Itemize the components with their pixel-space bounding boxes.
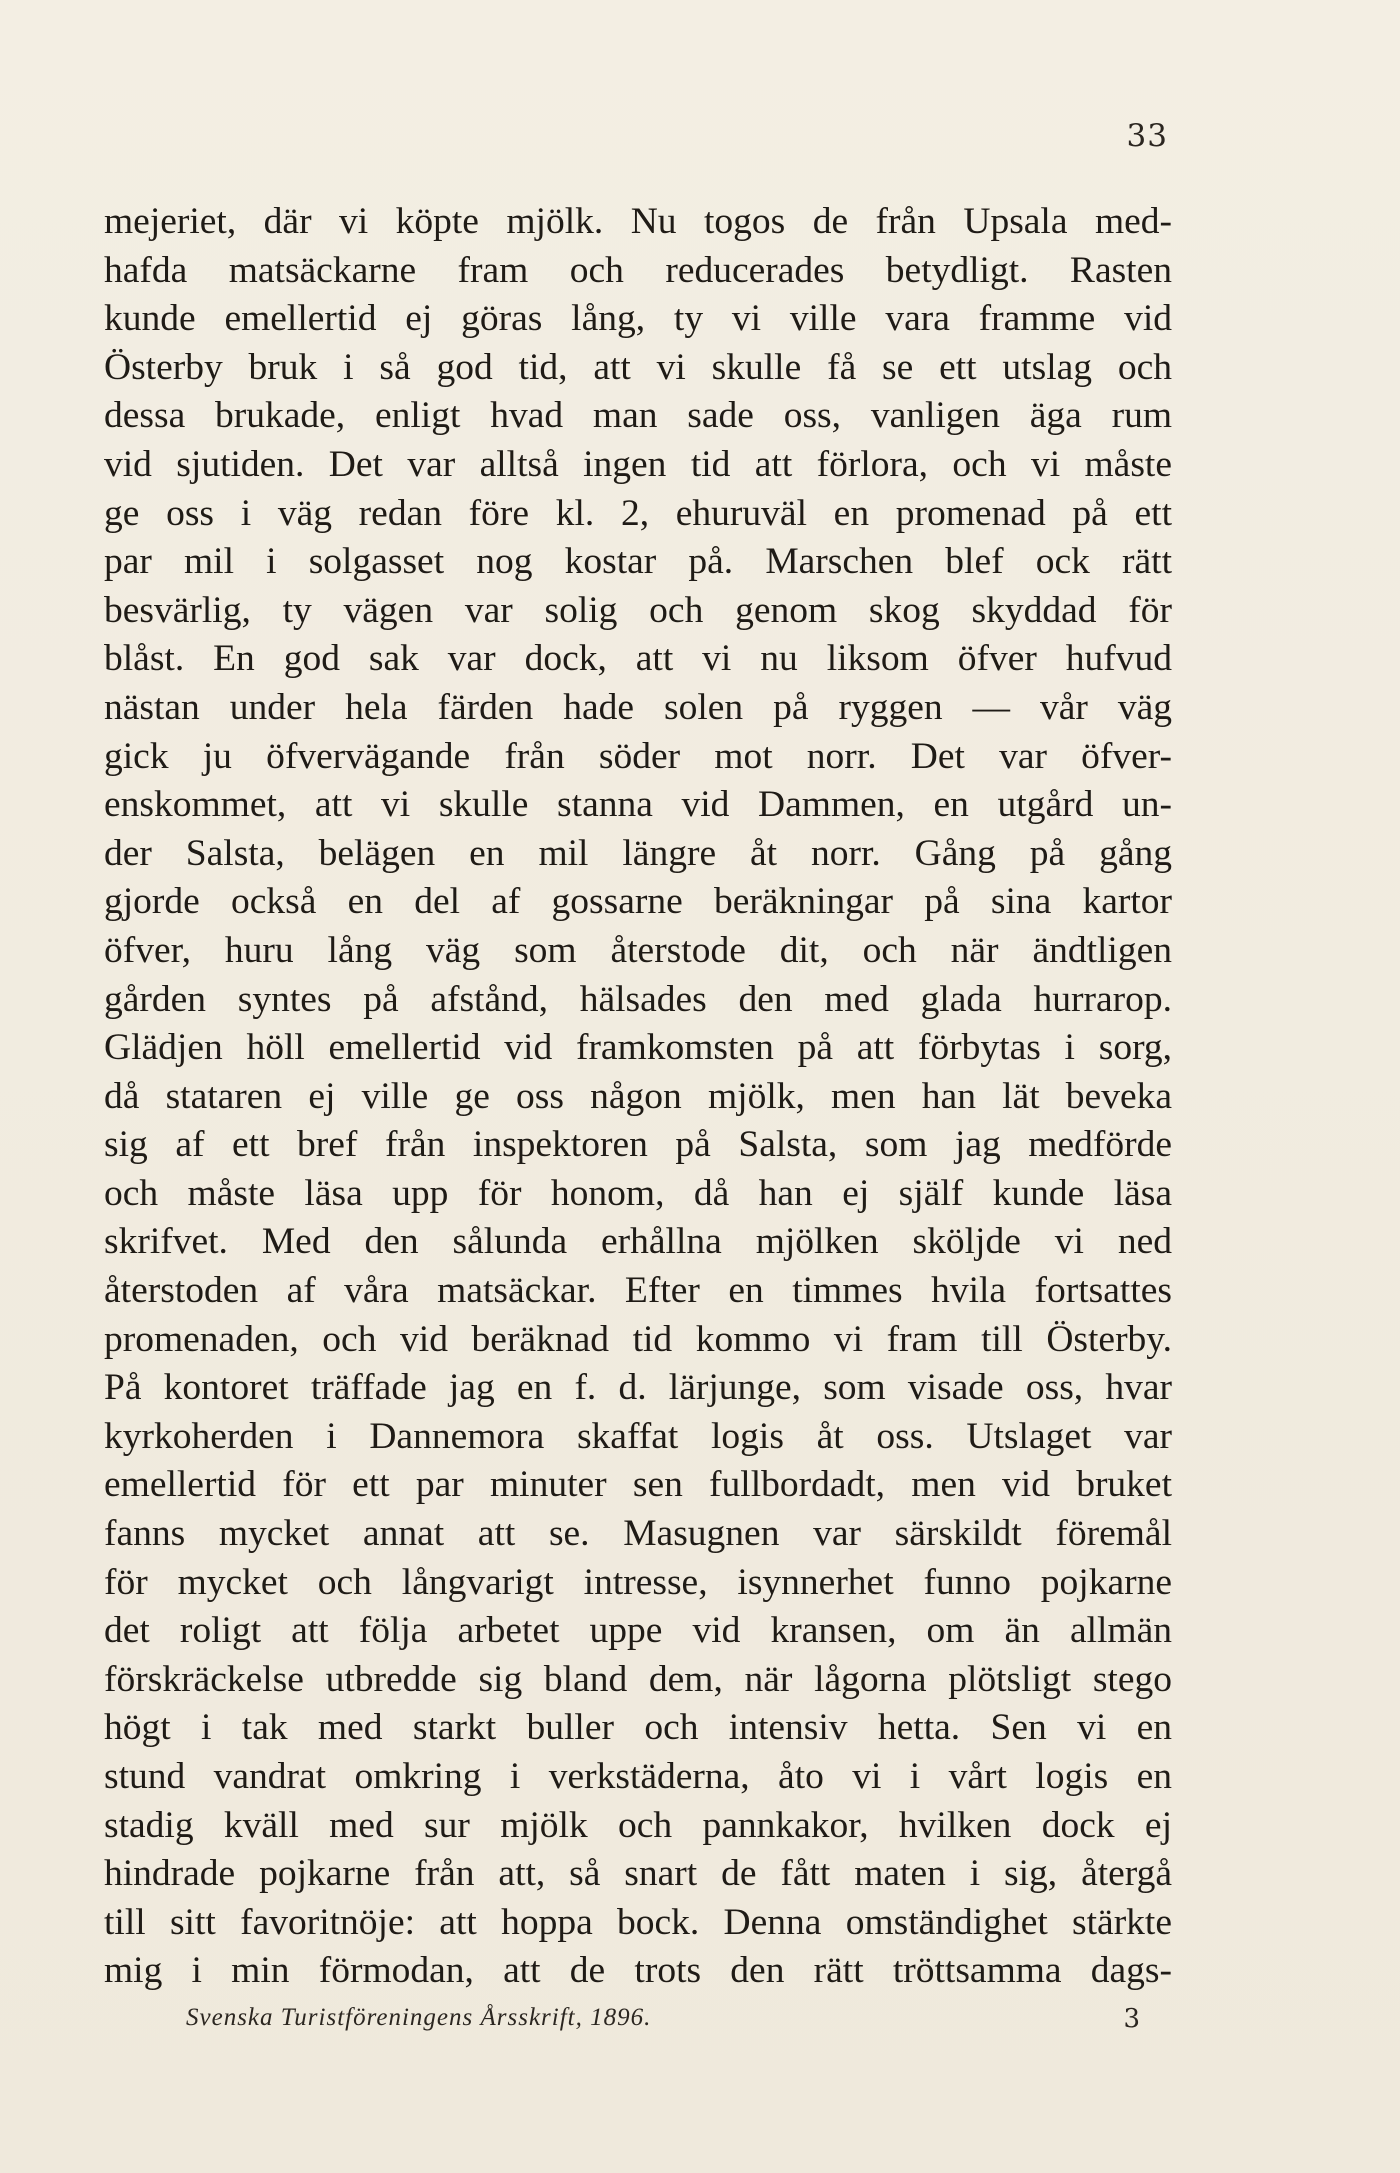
text-line: då stataren ej ville ge oss någon mjölk, men han lät beveka — [104, 1075, 1172, 1117]
text-line: återstoden af våra matsäckar. Efter en timmes hvila fortsattes — [104, 1270, 1172, 1312]
page-number: 33 — [1126, 118, 1168, 154]
footer-signature-mark: 3 — [1123, 2004, 1140, 2034]
text-line: par mil i solgasset nog kostar på. Marschen blef ock rätt — [104, 541, 1172, 583]
text-line: mejeriet, där vi köpte mjölk. Nu togos de från Upsala med- — [104, 201, 1172, 242]
text-line: stund vandrat omkring i verkstäderna, åto vi i vårt logis en — [104, 1756, 1172, 1797]
text-line: fanns mycket annat att se. Masugnen var särskildt föremål — [104, 1513, 1172, 1555]
text-line: blåst. En god sak var dock, att vi nu liksom öfver hufvud — [104, 638, 1172, 680]
text-line: vid sjutiden. Det var alltså ingen tid att förlora, och vi måste — [104, 443, 1172, 485]
footer-publication-title: Svenska Turistföreningens Årsskrift, 1896. — [186, 2004, 652, 2031]
text-line: nästan under hela färden hade solen på ryggen — vår väg — [104, 686, 1172, 728]
text-line: mig i min förmodan, att de trots den rätt tröttsamma dags- — [104, 1950, 1172, 1992]
text-line: besvärlig, ty vägen var solig och genom skog skyddad för — [104, 589, 1172, 631]
text-line: gården syntes på afstånd, hälsades den med glada hurrarop. — [104, 978, 1172, 1020]
text-line: På kontoret träffade jag en f. d. lärjunge, som visade oss, hvar — [104, 1367, 1172, 1409]
text-line: kunde emellertid ej göras lång, ty vi ville vara framme vid — [104, 298, 1172, 340]
text-line: gjorde också en del af gossarne beräkningar på sina kartor — [104, 881, 1172, 923]
text-line: Österby bruk i så god tid, att vi skulle få se ett utslag och — [104, 346, 1172, 388]
text-line: högt i tak med starkt buller och intensiv hetta. Sen vi en — [104, 1707, 1172, 1749]
text-line: öfver, huru lång väg som återstode dit, och när ändtligen — [104, 929, 1172, 971]
text-line: till sitt favoritnöje: att hoppa bock. Denna omständighet stärkte — [104, 1901, 1172, 1943]
text-line: enskommet, att vi skulle stanna vid Dammen, en utgård un- — [104, 784, 1172, 826]
text-line: och måste läsa upp för honom, då han ej själf kunde läsa — [104, 1172, 1172, 1214]
text-line: Glädjen höll emellertid vid framkomsten på att förbytas i sorg, — [104, 1027, 1172, 1069]
text-line: för mycket och långvarigt intresse, isynnerhet funno pojkarne — [104, 1561, 1172, 1603]
body-text — [104, 198, 1172, 1996]
text-line: der Salsta, belägen en mil längre åt norr. Gång på gång — [104, 832, 1172, 874]
text-line: skrifvet. Med den sålunda erhållna mjölken sköljde vi ned — [104, 1221, 1172, 1263]
text-line: dessa brukade, enligt hvad man sade oss, vanligen äga rum — [104, 395, 1172, 437]
text-line: sig af ett bref från inspektoren på Salsta, som jag medförde — [104, 1124, 1172, 1166]
text-line: förskräckelse utbredde sig bland dem, när lågorna plötsligt stego — [104, 1658, 1172, 1700]
text-line: gick ju öfvervägande från söder mot norr. Det var öfver- — [104, 735, 1172, 777]
text-line: stadig kväll med sur mjölk och pannkakor, hvilken dock ej — [104, 1804, 1172, 1846]
text-line: det roligt att följa arbetet uppe vid kransen, om än allmän — [104, 1610, 1172, 1652]
text-line: hafda matsäckarne fram och reducerades betydligt. Rasten — [104, 249, 1172, 291]
text-line: emellertid för ett par minuter sen fullbordadt, men vid bruket — [104, 1464, 1172, 1506]
text-line: hindrade pojkarne från att, så snart de fått maten i sig, återgå — [104, 1853, 1172, 1895]
text-line: ge oss i väg redan före kl. 2, ehuruväl en promenad på ett — [104, 492, 1172, 534]
text-line: promenaden, och vid beräknad tid kommo vi fram till Österby. — [104, 1318, 1172, 1360]
text-line: kyrkoherden i Dannemora skaffat logis åt oss. Utslaget var — [104, 1415, 1172, 1457]
